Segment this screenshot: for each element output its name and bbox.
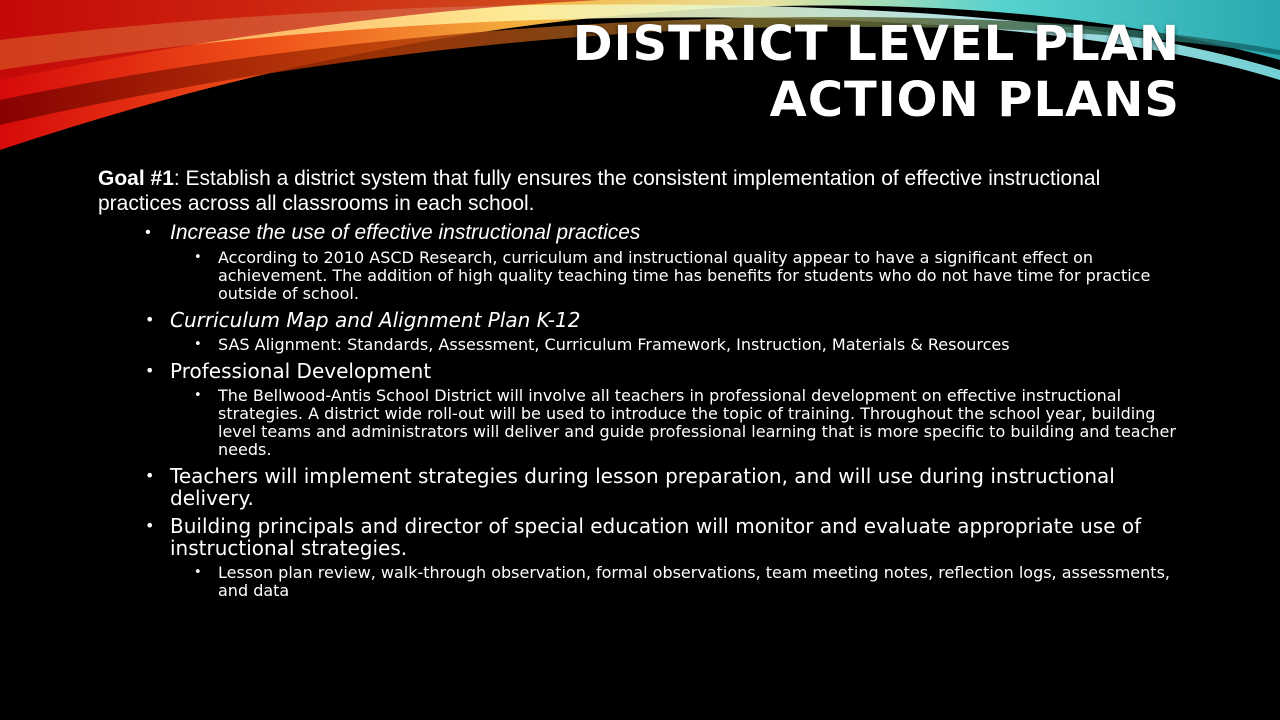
bullet-icon: •	[145, 466, 155, 485]
bullet-icon: •	[145, 310, 155, 329]
title-line-2: ACTION PLANS	[769, 72, 1180, 128]
sub-list-item	[98, 564, 1188, 600]
list-item	[98, 222, 1188, 244]
list-item	[98, 465, 1188, 509]
bullet-icon: •	[194, 337, 202, 352]
list-item	[98, 515, 1188, 559]
list-item	[98, 309, 1188, 331]
list-item-text: Curriculum Map and Alignment Plan K-12	[170, 308, 581, 332]
sub-list-item-text: Lesson plan review, walk-through observation, formal observations, team meeting notes, reflection logs, assessments, and data	[218, 563, 1170, 600]
list-item-text: Increase the use of effective instructional practices	[170, 221, 641, 244]
title-line-1: DISTRICT LEVEL PLAN	[572, 16, 1180, 72]
sub-list-item-text: According to 2010 ASCD Research, curriculum and instructional quality appear to have a significant effect on achievement. The addition of high quality teaching time has benefits for students who do not have time for practice outside of school.	[218, 248, 1151, 303]
sub-list-item	[98, 387, 1188, 459]
sub-list-item	[98, 336, 1188, 354]
sub-list-item-text: SAS Alignment: Standards, Assessment, Curriculum Framework, Instruction, Materials & Resources	[218, 335, 1010, 354]
bullet-icon: •	[145, 516, 155, 535]
sub-list-item-text: The Bellwood-Antis School District will involve all teachers in professional development on effective instructional strategies. A district wide roll-out will be used to introduce the topic of training. Throughout the school year, building level teams and administrators will deliver and guide professional learning that is more specific to building and teacher needs.	[218, 386, 1176, 459]
sub-list-item	[98, 249, 1188, 303]
list-item-text: Professional Development	[170, 359, 432, 383]
bullet-icon: •	[194, 250, 202, 265]
bullet-icon: •	[145, 224, 151, 241]
slide-body	[98, 166, 1188, 600]
list-item-text: Teachers will implement strategies during lesson preparation, and will use during instructional delivery.	[170, 464, 1115, 510]
action-list	[98, 222, 1188, 600]
goal-text: : Establish a district system that fully ensures the consistent implementation of effective instructional practices across all classrooms in each school.	[98, 167, 1101, 215]
bullet-icon: •	[194, 565, 202, 580]
bullet-icon: •	[194, 388, 202, 403]
goal-label: Goal #1	[98, 167, 174, 190]
list-item-text: Building principals and director of special education will monitor and evaluate appropriate use of instructional strategies.	[170, 514, 1142, 560]
list-item	[98, 360, 1188, 382]
slide-title	[573, 16, 1180, 128]
bullet-icon: •	[145, 361, 155, 380]
goal-statement	[98, 166, 1188, 216]
